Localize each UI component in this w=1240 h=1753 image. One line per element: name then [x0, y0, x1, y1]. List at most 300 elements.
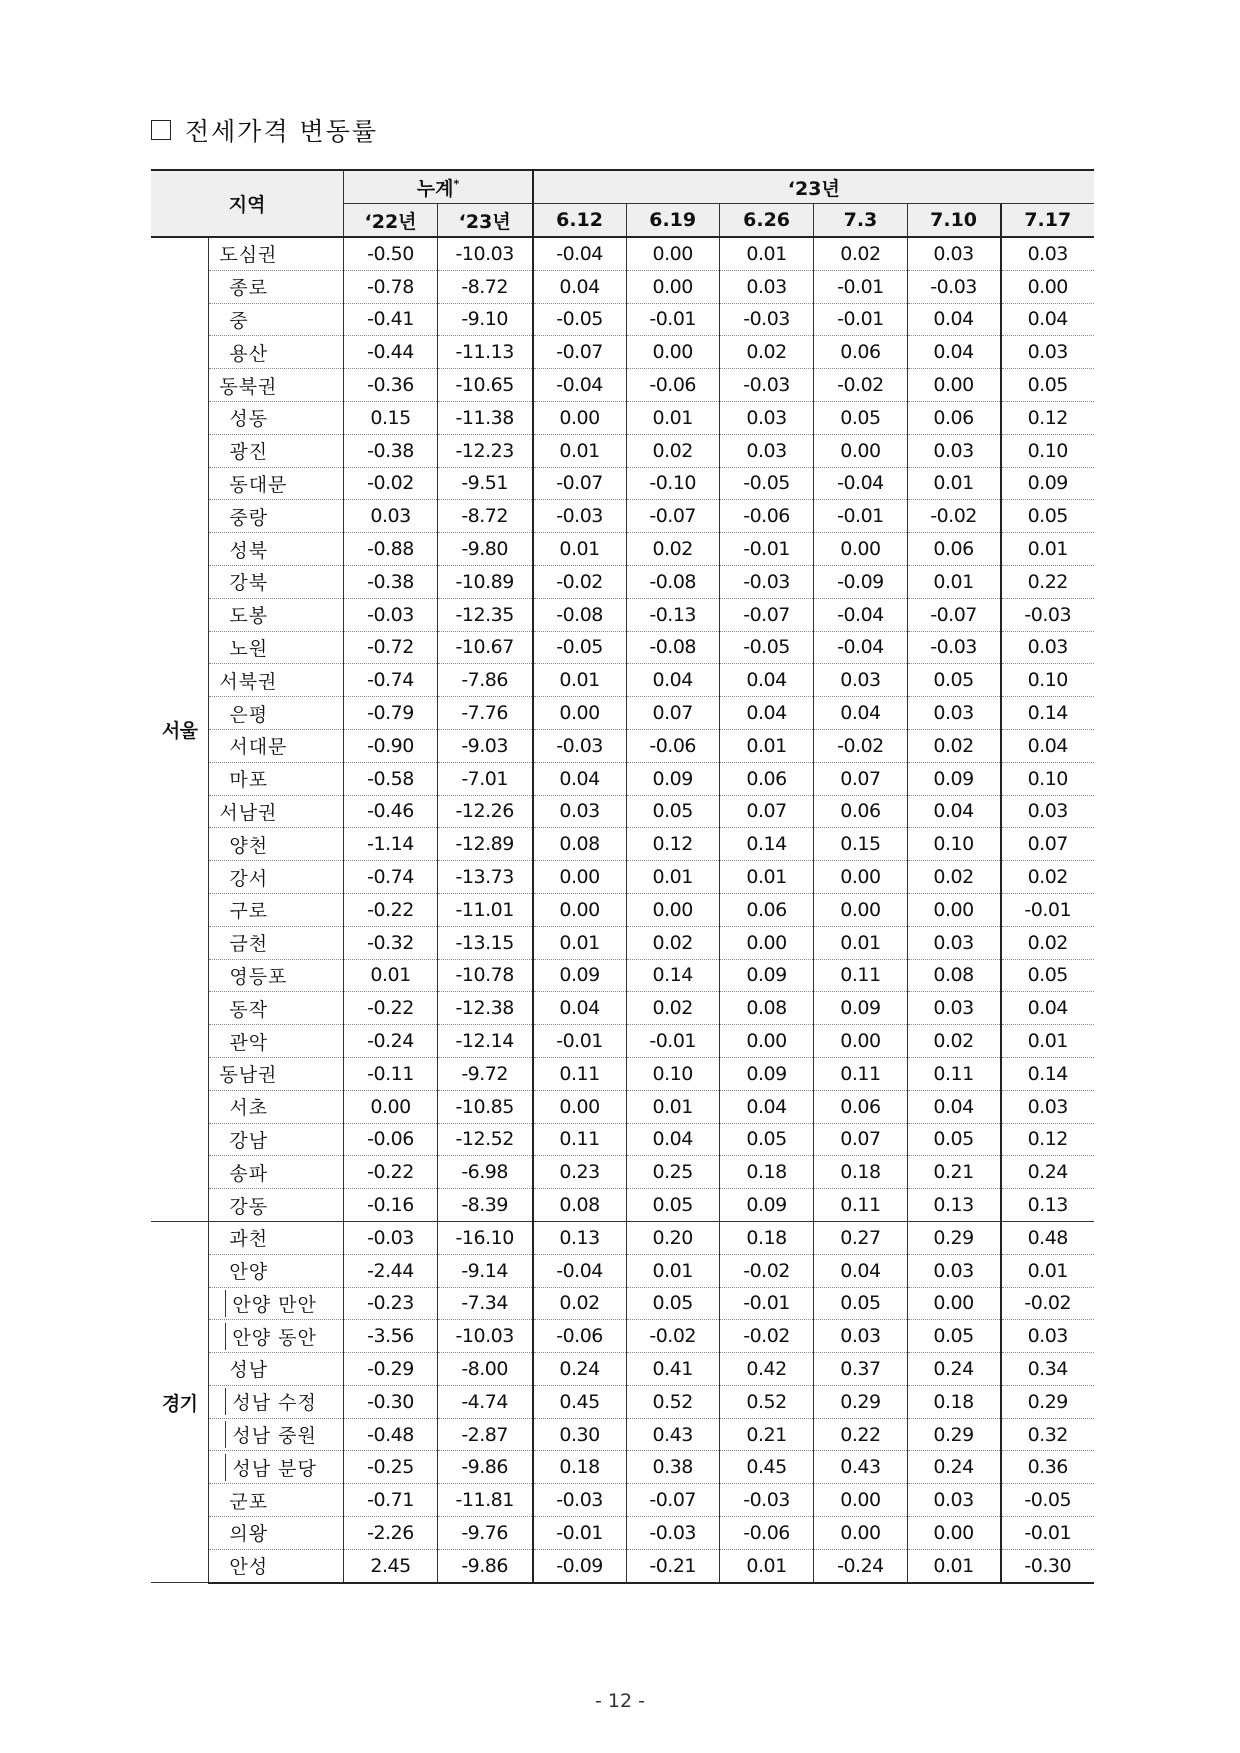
value-cell: 0.45 — [533, 1385, 626, 1418]
value-cell: -0.22 — [344, 893, 437, 926]
value-cell: 0.12 — [626, 828, 719, 861]
value-cell: 0.05 — [814, 1287, 907, 1320]
district-label: 영등포 — [209, 959, 344, 992]
value-cell: 0.42 — [719, 1353, 813, 1386]
table-row — [151, 1123, 1094, 1156]
district-label: 중랑 — [209, 500, 344, 533]
value-cell: 0.01 — [907, 565, 1000, 598]
value-cell: -7.76 — [437, 697, 532, 730]
table-row — [151, 500, 1094, 533]
value-cell: 0.00 — [533, 861, 626, 894]
district-label: 강북 — [209, 565, 344, 598]
district-label: 강남 — [209, 1123, 344, 1156]
table-row — [151, 959, 1094, 992]
value-cell: 0.00 — [626, 336, 719, 369]
value-cell: 0.04 — [719, 664, 813, 697]
district-label: 송파 — [209, 1156, 344, 1189]
district-label: 중 — [209, 303, 344, 336]
value-cell: 0.05 — [719, 1123, 813, 1156]
value-cell: 0.05 — [907, 1123, 1000, 1156]
value-cell: 0.03 — [344, 500, 437, 533]
table-row — [151, 1090, 1094, 1123]
value-cell: -7.34 — [437, 1287, 532, 1320]
district-label: 군포 — [209, 1484, 344, 1517]
district-label: 도봉 — [209, 598, 344, 631]
value-cell: 0.00 — [907, 1517, 1000, 1550]
region-group-label: 서울 — [151, 237, 209, 1221]
value-cell: 0.22 — [1001, 565, 1094, 598]
district-label: 관악 — [209, 1025, 344, 1058]
value-cell: -2.44 — [344, 1254, 437, 1287]
value-cell: 0.05 — [1001, 500, 1094, 533]
value-cell: -10.78 — [437, 959, 532, 992]
value-cell: 0.41 — [626, 1353, 719, 1386]
value-cell: 0.21 — [907, 1156, 1000, 1189]
value-cell: -13.15 — [437, 926, 532, 959]
value-cell: 0.01 — [533, 926, 626, 959]
value-cell: -10.03 — [437, 1320, 532, 1353]
page-title-text: 전세가격 변동률 — [185, 117, 378, 146]
value-cell: -1.14 — [344, 828, 437, 861]
value-cell: 0.01 — [344, 959, 437, 992]
value-cell: 0.02 — [1001, 861, 1094, 894]
value-cell: 0.06 — [719, 762, 813, 795]
value-cell: 0.01 — [1001, 1025, 1094, 1058]
value-cell: -2.87 — [437, 1418, 532, 1451]
value-cell: 0.08 — [533, 828, 626, 861]
table-row — [151, 1320, 1094, 1353]
value-cell: 0.09 — [533, 959, 626, 992]
value-cell: -0.09 — [814, 565, 907, 598]
value-cell: -0.11 — [344, 1057, 437, 1090]
value-cell: 0.09 — [814, 992, 907, 1025]
value-cell: -0.50 — [344, 237, 437, 270]
value-cell: 0.32 — [1001, 1418, 1094, 1451]
table-row — [151, 336, 1094, 369]
value-cell: 0.07 — [719, 795, 813, 828]
district-label — [209, 1451, 344, 1484]
value-cell: 0.11 — [907, 1057, 1000, 1090]
value-cell: -0.04 — [814, 598, 907, 631]
district-label — [209, 1385, 344, 1418]
value-cell: -13.73 — [437, 861, 532, 894]
table-row — [151, 795, 1094, 828]
district-label: 서남권 — [209, 795, 344, 828]
value-cell: -0.03 — [719, 1484, 813, 1517]
value-cell: -0.88 — [344, 533, 437, 566]
value-cell: 0.00 — [814, 861, 907, 894]
value-cell: -0.08 — [626, 565, 719, 598]
value-cell: 0.05 — [907, 664, 1000, 697]
value-cell: 0.01 — [907, 1549, 1000, 1582]
value-cell: 0.05 — [626, 795, 719, 828]
value-cell: 0.15 — [814, 828, 907, 861]
district-label-text: 성남 분당 — [225, 1454, 316, 1481]
value-cell: -12.52 — [437, 1123, 532, 1156]
table-row — [151, 401, 1094, 434]
value-cell: -0.01 — [626, 303, 719, 336]
value-cell: 0.01 — [719, 1549, 813, 1582]
value-cell: 0.18 — [907, 1385, 1000, 1418]
value-cell: 0.03 — [907, 992, 1000, 1025]
value-cell: -12.23 — [437, 434, 532, 467]
value-cell: -0.23 — [344, 1287, 437, 1320]
value-cell: 0.03 — [1001, 1320, 1094, 1353]
table-row — [151, 303, 1094, 336]
value-cell: 0.01 — [814, 926, 907, 959]
district-label: 성북 — [209, 533, 344, 566]
value-cell: 0.10 — [626, 1057, 719, 1090]
value-cell: -0.74 — [344, 861, 437, 894]
value-cell: -0.01 — [814, 303, 907, 336]
value-cell: -0.04 — [533, 237, 626, 270]
value-cell: 0.01 — [626, 861, 719, 894]
value-cell: 0.02 — [907, 1025, 1000, 1058]
value-cell: 0.08 — [533, 1189, 626, 1222]
value-cell: 0.03 — [1001, 631, 1094, 664]
table-row — [151, 697, 1094, 730]
district-label: 양천 — [209, 828, 344, 861]
value-cell: 0.04 — [814, 1254, 907, 1287]
value-cell: 0.04 — [626, 664, 719, 697]
value-cell: 0.00 — [533, 1090, 626, 1123]
value-cell: -0.04 — [814, 467, 907, 500]
value-cell: 0.03 — [814, 664, 907, 697]
table-row — [151, 1418, 1094, 1451]
value-cell: 0.06 — [814, 1090, 907, 1123]
value-cell: 0.04 — [907, 303, 1000, 336]
value-cell: 0.01 — [533, 533, 626, 566]
value-cell: -0.25 — [344, 1451, 437, 1484]
value-cell: -12.38 — [437, 992, 532, 1025]
district-label: 성동 — [209, 401, 344, 434]
table-row — [151, 1385, 1094, 1418]
district-label: 도심권 — [209, 237, 344, 270]
value-cell: -9.72 — [437, 1057, 532, 1090]
value-cell: -0.01 — [1001, 1517, 1094, 1550]
value-cell: -11.13 — [437, 336, 532, 369]
value-cell: 0.00 — [814, 533, 907, 566]
value-cell: 0.11 — [533, 1057, 626, 1090]
value-cell: 0.37 — [814, 1353, 907, 1386]
table-row — [151, 1189, 1094, 1222]
value-cell: 0.03 — [1001, 1090, 1094, 1123]
value-cell: -0.05 — [533, 631, 626, 664]
value-cell: -0.03 — [1001, 598, 1094, 631]
value-cell: -0.10 — [626, 467, 719, 500]
value-cell: 0.10 — [1001, 664, 1094, 697]
value-cell: 0.14 — [1001, 1057, 1094, 1090]
value-cell: -7.86 — [437, 664, 532, 697]
value-cell: 0.04 — [533, 762, 626, 795]
value-cell: 0.04 — [719, 697, 813, 730]
value-cell: 0.36 — [1001, 1451, 1094, 1484]
value-cell: -0.22 — [344, 992, 437, 1025]
value-cell: 0.03 — [814, 1320, 907, 1353]
value-cell: 0.09 — [626, 762, 719, 795]
value-cell: 0.00 — [344, 1090, 437, 1123]
table-row — [151, 762, 1094, 795]
value-cell: -0.02 — [719, 1320, 813, 1353]
value-cell: -8.00 — [437, 1353, 532, 1386]
district-label: 과천 — [209, 1221, 344, 1254]
value-cell: 0.00 — [626, 237, 719, 270]
district-label: 구로 — [209, 893, 344, 926]
district-label: 안양 — [209, 1254, 344, 1287]
value-cell: 0.06 — [814, 336, 907, 369]
value-cell: -0.22 — [344, 1156, 437, 1189]
district-label: 서대문 — [209, 729, 344, 762]
value-cell: 0.24 — [907, 1353, 1000, 1386]
value-cell: 0.01 — [907, 467, 1000, 500]
value-cell: -0.07 — [533, 467, 626, 500]
district-label — [209, 1287, 344, 1320]
table-row — [151, 1221, 1094, 1254]
value-cell: -0.05 — [533, 303, 626, 336]
jeonse-price-change-table — [151, 169, 1094, 1584]
value-cell: 0.10 — [1001, 762, 1094, 795]
value-cell: 0.03 — [907, 697, 1000, 730]
value-cell: 0.01 — [533, 664, 626, 697]
value-cell: -0.38 — [344, 434, 437, 467]
value-cell: 0.52 — [626, 1385, 719, 1418]
value-cell: -0.02 — [907, 500, 1000, 533]
district-label: 동작 — [209, 992, 344, 1025]
value-cell: -0.24 — [814, 1549, 907, 1582]
district-label: 서북권 — [209, 664, 344, 697]
value-cell: 0.00 — [719, 926, 813, 959]
value-cell: -0.01 — [626, 1025, 719, 1058]
value-cell: -3.56 — [344, 1320, 437, 1353]
value-cell: 0.01 — [626, 1090, 719, 1123]
value-cell: 0.03 — [1001, 336, 1094, 369]
value-cell: 0.23 — [533, 1156, 626, 1189]
district-label — [209, 1418, 344, 1451]
value-cell: -9.10 — [437, 303, 532, 336]
value-cell: -0.44 — [344, 336, 437, 369]
value-cell: 0.11 — [814, 1189, 907, 1222]
value-cell: -0.08 — [626, 631, 719, 664]
value-cell: 0.01 — [626, 401, 719, 434]
value-cell: 0.04 — [1001, 992, 1094, 1025]
value-cell: 0.24 — [907, 1451, 1000, 1484]
value-cell: -0.90 — [344, 729, 437, 762]
table-row — [151, 729, 1094, 762]
value-cell: 0.52 — [719, 1385, 813, 1418]
value-cell: -0.07 — [719, 598, 813, 631]
value-cell: 0.09 — [719, 1057, 813, 1090]
district-label-text: 안양 만안 — [225, 1290, 316, 1317]
value-cell: 0.01 — [1001, 533, 1094, 566]
district-label-text: 성남 수정 — [225, 1388, 316, 1415]
value-cell: 0.00 — [814, 1025, 907, 1058]
value-cell: 0.04 — [1001, 303, 1094, 336]
table-row — [151, 598, 1094, 631]
header-week: 7.3 — [814, 204, 907, 238]
value-cell: -0.71 — [344, 1484, 437, 1517]
value-cell: -0.72 — [344, 631, 437, 664]
table-row — [151, 1353, 1094, 1386]
district-label: 은평 — [209, 697, 344, 730]
value-cell: 0.34 — [1001, 1353, 1094, 1386]
value-cell: -0.41 — [344, 303, 437, 336]
value-cell: 0.14 — [626, 959, 719, 992]
value-cell: 0.38 — [626, 1451, 719, 1484]
table-row — [151, 369, 1094, 402]
value-cell: 0.00 — [814, 434, 907, 467]
value-cell: 0.01 — [719, 237, 813, 270]
table-row — [151, 992, 1094, 1025]
value-cell: 0.02 — [907, 861, 1000, 894]
value-cell: 0.04 — [626, 1123, 719, 1156]
value-cell: -0.03 — [907, 631, 1000, 664]
value-cell: 0.27 — [814, 1221, 907, 1254]
page-number: - 12 - — [595, 1690, 645, 1712]
value-cell: 0.21 — [719, 1418, 813, 1451]
value-cell: 0.05 — [626, 1189, 719, 1222]
value-cell: -0.08 — [533, 598, 626, 631]
table-row — [151, 664, 1094, 697]
value-cell: -0.13 — [626, 598, 719, 631]
value-cell: 0.45 — [719, 1451, 813, 1484]
header-week: 6.26 — [719, 204, 813, 238]
value-cell: 0.02 — [719, 336, 813, 369]
value-cell: 0.00 — [907, 369, 1000, 402]
value-cell: 0.03 — [719, 401, 813, 434]
table-row — [151, 1517, 1094, 1550]
value-cell: -0.03 — [719, 369, 813, 402]
value-cell: 0.09 — [719, 959, 813, 992]
value-cell: -0.07 — [907, 598, 1000, 631]
value-cell: -0.29 — [344, 1353, 437, 1386]
value-cell: 0.09 — [1001, 467, 1094, 500]
district-label: 성남 — [209, 1353, 344, 1386]
value-cell: -0.16 — [344, 1189, 437, 1222]
table-row — [151, 1549, 1094, 1582]
district-label — [209, 1320, 344, 1353]
value-cell: 0.10 — [1001, 434, 1094, 467]
value-cell: 0.12 — [1001, 401, 1094, 434]
value-cell: 0.09 — [719, 1189, 813, 1222]
value-cell: -0.36 — [344, 369, 437, 402]
value-cell: 0.24 — [533, 1353, 626, 1386]
value-cell: 0.09 — [907, 762, 1000, 795]
table-row — [151, 1287, 1094, 1320]
value-cell: -10.65 — [437, 369, 532, 402]
header-year23: ‘23년 — [533, 170, 1094, 204]
value-cell: 0.11 — [814, 1057, 907, 1090]
value-cell: 0.29 — [1001, 1385, 1094, 1418]
district-label-text: 성남 중원 — [225, 1421, 316, 1448]
value-cell: -0.01 — [719, 533, 813, 566]
value-cell: 0.06 — [907, 533, 1000, 566]
district-label: 의왕 — [209, 1517, 344, 1550]
value-cell: 0.00 — [533, 893, 626, 926]
value-cell: -9.51 — [437, 467, 532, 500]
value-cell: 0.43 — [626, 1418, 719, 1451]
value-cell: -0.03 — [533, 729, 626, 762]
value-cell: 0.12 — [1001, 1123, 1094, 1156]
value-cell: -0.30 — [1001, 1549, 1094, 1582]
value-cell: 0.15 — [344, 401, 437, 434]
table-row — [151, 926, 1094, 959]
value-cell: 0.01 — [533, 434, 626, 467]
table-row — [151, 1484, 1094, 1517]
value-cell: 0.06 — [719, 893, 813, 926]
value-cell: 0.05 — [814, 401, 907, 434]
value-cell: -9.76 — [437, 1517, 532, 1550]
value-cell: 0.06 — [907, 401, 1000, 434]
district-label: 강서 — [209, 861, 344, 894]
value-cell: -0.74 — [344, 664, 437, 697]
value-cell: -0.04 — [533, 1254, 626, 1287]
value-cell: 0.03 — [533, 795, 626, 828]
header-cum-22: ‘22년 — [344, 204, 437, 238]
value-cell: 0.18 — [814, 1156, 907, 1189]
value-cell: 0.02 — [814, 237, 907, 270]
value-cell: -0.02 — [814, 369, 907, 402]
value-cell: -0.02 — [719, 1254, 813, 1287]
value-cell: 0.48 — [1001, 1221, 1094, 1254]
empty-square-icon — [151, 120, 171, 140]
value-cell: 0.03 — [719, 270, 813, 303]
table-row — [151, 1025, 1094, 1058]
value-cell: -0.03 — [344, 1221, 437, 1254]
value-cell: -0.03 — [719, 565, 813, 598]
value-cell: -0.01 — [719, 1287, 813, 1320]
header-region: 지역 — [151, 170, 344, 237]
district-label: 안성 — [209, 1549, 344, 1582]
value-cell: 0.00 — [907, 1287, 1000, 1320]
value-cell: 0.29 — [907, 1221, 1000, 1254]
value-cell: 0.22 — [814, 1418, 907, 1451]
value-cell: -7.01 — [437, 762, 532, 795]
page-title — [151, 112, 378, 148]
value-cell: 0.00 — [814, 1517, 907, 1550]
value-cell: 0.00 — [814, 1484, 907, 1517]
value-cell: 0.07 — [626, 697, 719, 730]
value-cell: -0.06 — [344, 1123, 437, 1156]
value-cell: 0.02 — [907, 729, 1000, 762]
value-cell: 0.04 — [1001, 729, 1094, 762]
value-cell: 0.04 — [533, 270, 626, 303]
value-cell: 2.45 — [344, 1549, 437, 1582]
value-cell: 0.00 — [533, 401, 626, 434]
value-cell: -12.14 — [437, 1025, 532, 1058]
district-label-text: 안양 동안 — [225, 1323, 316, 1350]
value-cell: -0.03 — [344, 598, 437, 631]
value-cell: -0.78 — [344, 270, 437, 303]
value-cell: 0.13 — [533, 1221, 626, 1254]
value-cell: 0.05 — [1001, 959, 1094, 992]
value-cell: 0.05 — [907, 1320, 1000, 1353]
value-cell: -0.06 — [719, 1517, 813, 1550]
district-label: 강동 — [209, 1189, 344, 1222]
table-row — [151, 467, 1094, 500]
value-cell: 0.11 — [814, 959, 907, 992]
value-cell: 0.03 — [907, 434, 1000, 467]
district-label: 금천 — [209, 926, 344, 959]
header-week: 7.10 — [907, 204, 1000, 238]
table-row — [151, 631, 1094, 664]
table-row — [151, 270, 1094, 303]
table-row — [151, 1156, 1094, 1189]
value-cell: 0.30 — [533, 1418, 626, 1451]
value-cell: -0.02 — [814, 729, 907, 762]
value-cell: 0.01 — [1001, 1254, 1094, 1287]
value-cell: -0.06 — [626, 369, 719, 402]
value-cell: 0.13 — [907, 1189, 1000, 1222]
